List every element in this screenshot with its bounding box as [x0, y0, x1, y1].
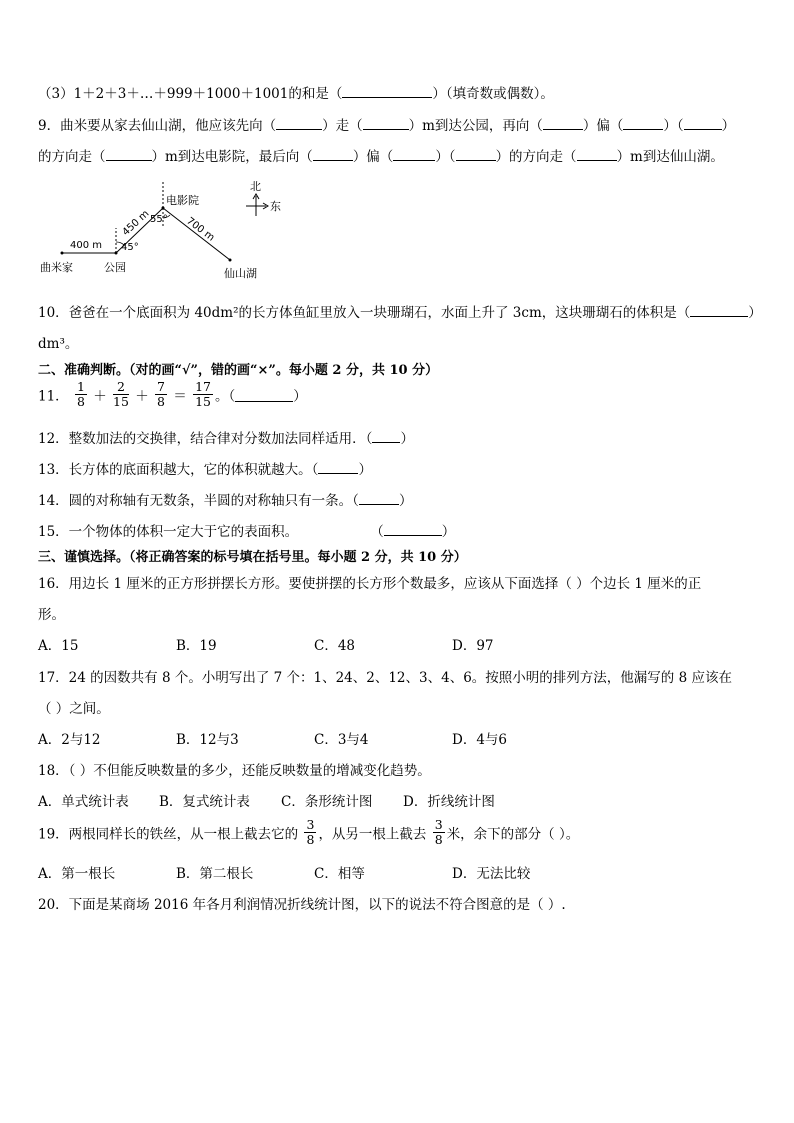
q9-text: ）（ — [435, 149, 456, 165]
answer-blank[interactable] — [372, 428, 400, 443]
section-2-heading: 二、准确判断。（对的画“√”，错的画“×”。每小题 2 分，共 10 分） — [38, 363, 439, 378]
q8-3-suffix: ）（填奇数或偶数）。 — [432, 86, 554, 102]
label-east: 东 — [270, 200, 281, 213]
fraction: $\frac{3}{8}$ — [306, 817, 315, 847]
option-b[interactable]: B．复式统计表 — [159, 794, 250, 810]
fraction: $\frac{17}{15}$ — [195, 379, 211, 409]
q9-text: ）偏（ — [582, 118, 624, 134]
option-a[interactable]: A．15 — [38, 638, 79, 654]
answer-blank[interactable] — [359, 490, 399, 505]
q9-text: ）m到达公园，再向（ — [408, 118, 543, 134]
answer-blank[interactable] — [235, 387, 293, 402]
q9-text: ）（ — [663, 118, 684, 134]
q8-3-prefix: （3）1＋2＋3＋…＋999＋1000＋1001的和是（ — [38, 86, 343, 102]
answer-blank[interactable] — [106, 146, 152, 161]
label-d3: 700 m — [184, 215, 217, 244]
answer-blank[interactable] — [577, 146, 617, 161]
label-a1: 45° — [121, 242, 139, 253]
park-dot — [115, 252, 118, 255]
answer-blank[interactable] — [313, 146, 353, 161]
label-d2: 450 m — [120, 208, 152, 239]
label-cinema: 电影院 — [166, 194, 199, 207]
q9-text: ）走（ — [322, 118, 363, 134]
plus-sign: ＋ — [135, 388, 149, 405]
q14-text: ） — [398, 493, 413, 509]
question-9-line1 — [38, 114, 735, 134]
path-cinema-lake — [163, 208, 230, 260]
question-16-line2: 形。 — [38, 607, 65, 623]
option-d[interactable]: D．97 — [452, 638, 494, 654]
answer-blank[interactable] — [384, 521, 442, 536]
option-b[interactable]: B．19 — [176, 638, 217, 654]
option-c[interactable]: C．相等 — [314, 866, 365, 882]
q12-text: ） — [400, 431, 414, 447]
option-b[interactable]: B．12与3 — [176, 732, 239, 748]
option-b[interactable]: B．第二根长 — [176, 866, 254, 882]
q9-text: ）m到达仙山湖。 — [616, 149, 724, 165]
question-13 — [38, 458, 372, 478]
fraction: $\frac{1}{8}$ — [76, 379, 85, 409]
question-20: 20．下面是某商场 2016 年各月利润情况折线统计图，以下的说法不符合图意的是（ ）. — [38, 897, 566, 913]
question-14 — [38, 489, 412, 509]
option-d[interactable]: D．4与6 — [452, 732, 508, 748]
answer-blank[interactable] — [393, 146, 435, 161]
label-home: 曲米家 — [40, 261, 73, 274]
answer-blank[interactable] — [690, 302, 748, 317]
q9-text: ）的方向走（ — [495, 149, 577, 165]
option-a[interactable]: A．单式统计表 — [38, 794, 129, 810]
fraction: $\frac{3}{8}$ — [434, 817, 443, 847]
question-9-line2 — [38, 145, 724, 165]
label-a2: 55° — [150, 214, 168, 225]
option-d[interactable]: D．无法比较 — [452, 866, 531, 882]
q11-label: 11． — [38, 388, 69, 405]
option-c[interactable]: C．3与4 — [314, 732, 369, 748]
answer-blank[interactable] — [276, 115, 322, 130]
q9-text: 的方向走（ — [38, 149, 106, 165]
question-17-line2: （ ）之间。 — [38, 701, 110, 717]
question-17-line1: 17．24 的因数共有 8 个。小明写出了 7 个：1、24、2、12、3、4、6。按照小明的排列方法，他漏写的 8 应该在 — [38, 670, 732, 686]
cinema-dot — [162, 207, 165, 210]
answer-blank[interactable] — [623, 115, 663, 130]
label-d1: 400 m — [70, 240, 103, 251]
fraction: $\frac{7}{8}$ — [157, 379, 165, 409]
home-dot — [61, 252, 64, 255]
question-18: 18．（ ）不但能反映数量的多少，还能反映数量的增减变化趋势。 — [38, 763, 431, 779]
q13-text: ） — [358, 462, 372, 478]
q15-text: （ — [370, 524, 384, 540]
option-d[interactable]: D．折线统计图 — [403, 794, 495, 810]
route-map — [38, 178, 298, 286]
q12-text: 12．整数加法的交换律，结合律对分数加法同样适用．（ — [38, 431, 373, 447]
q10-unit: dm³。 — [38, 336, 79, 352]
q19-text: 19．两根同样长的铁丝，从一根上截去它的 — [38, 826, 299, 843]
q13-text: 13．长方体的底面积越大，它的体积就越大。（ — [38, 462, 319, 478]
answer-blank[interactable] — [456, 146, 496, 161]
q11-text: ） — [293, 388, 307, 405]
question-10-unit — [38, 332, 78, 352]
answer-blank[interactable] — [543, 115, 583, 130]
q15-text: 15．一个物体的体积一定大于它的表面积。 — [38, 524, 299, 540]
q14-text: 14．圆的对称轴有无数条，半圆的对称轴只有一条。（ — [38, 493, 359, 509]
answer-blank[interactable] — [342, 83, 432, 98]
plus-sign: ＋ — [93, 388, 107, 405]
q19-text: 米，余下的部分（ ）。 — [446, 826, 580, 843]
question-12 — [38, 427, 414, 447]
q9-text: 9．曲米要从家去仙山湖，他应该先向（ — [38, 118, 277, 134]
q9-text: ） — [721, 118, 736, 134]
option-c[interactable]: C．48 — [314, 638, 356, 654]
q11-text: 。（ — [214, 388, 236, 405]
section-3-heading: 三、谨慎选择。（将正确答案的标号填在括号里。每小题 2 分，共 10 分） — [38, 550, 467, 565]
option-c[interactable]: C．条形统计图 — [281, 794, 373, 810]
label-park: 公园 — [104, 261, 126, 274]
question-16-line1: 16．用边长 1 厘米的正方形拼摆长方形。要使拼摆的长方形个数最多，应该从下面选择（ ）个边长 1 厘米的正 — [38, 576, 702, 592]
q10-text: 10．爸爸在一个底面积为 40dm²的长方体鱼缸里放入一块珊瑚石，水面上升了 3cm，这块珊瑚石的体积是（ — [38, 305, 691, 321]
option-a[interactable]: A．第一根长 — [38, 866, 116, 882]
label-north: 北 — [250, 180, 261, 193]
question-8-3 — [38, 82, 554, 102]
question-15 — [38, 520, 455, 540]
label-lake: 仙山湖 — [224, 267, 257, 280]
question-11 — [38, 380, 307, 409]
lake-dot — [229, 259, 232, 262]
question-10 — [38, 301, 762, 321]
answer-blank[interactable] — [318, 459, 358, 474]
q9-text: ）m到达电影院，最后向（ — [151, 149, 313, 165]
equals-sign: ＝ — [173, 388, 187, 405]
fraction: $\frac{2}{15}$ — [113, 379, 129, 409]
q19-text: ，从另一根上截去 — [318, 826, 427, 843]
option-a[interactable]: A．2与12 — [38, 732, 101, 748]
q10-suffix: ） — [748, 305, 762, 321]
q15-text: ） — [441, 524, 456, 540]
question-19 — [38, 818, 579, 847]
q9-text: ）偏（ — [352, 149, 394, 165]
answer-blank[interactable] — [684, 115, 722, 130]
answer-blank[interactable] — [363, 115, 409, 130]
